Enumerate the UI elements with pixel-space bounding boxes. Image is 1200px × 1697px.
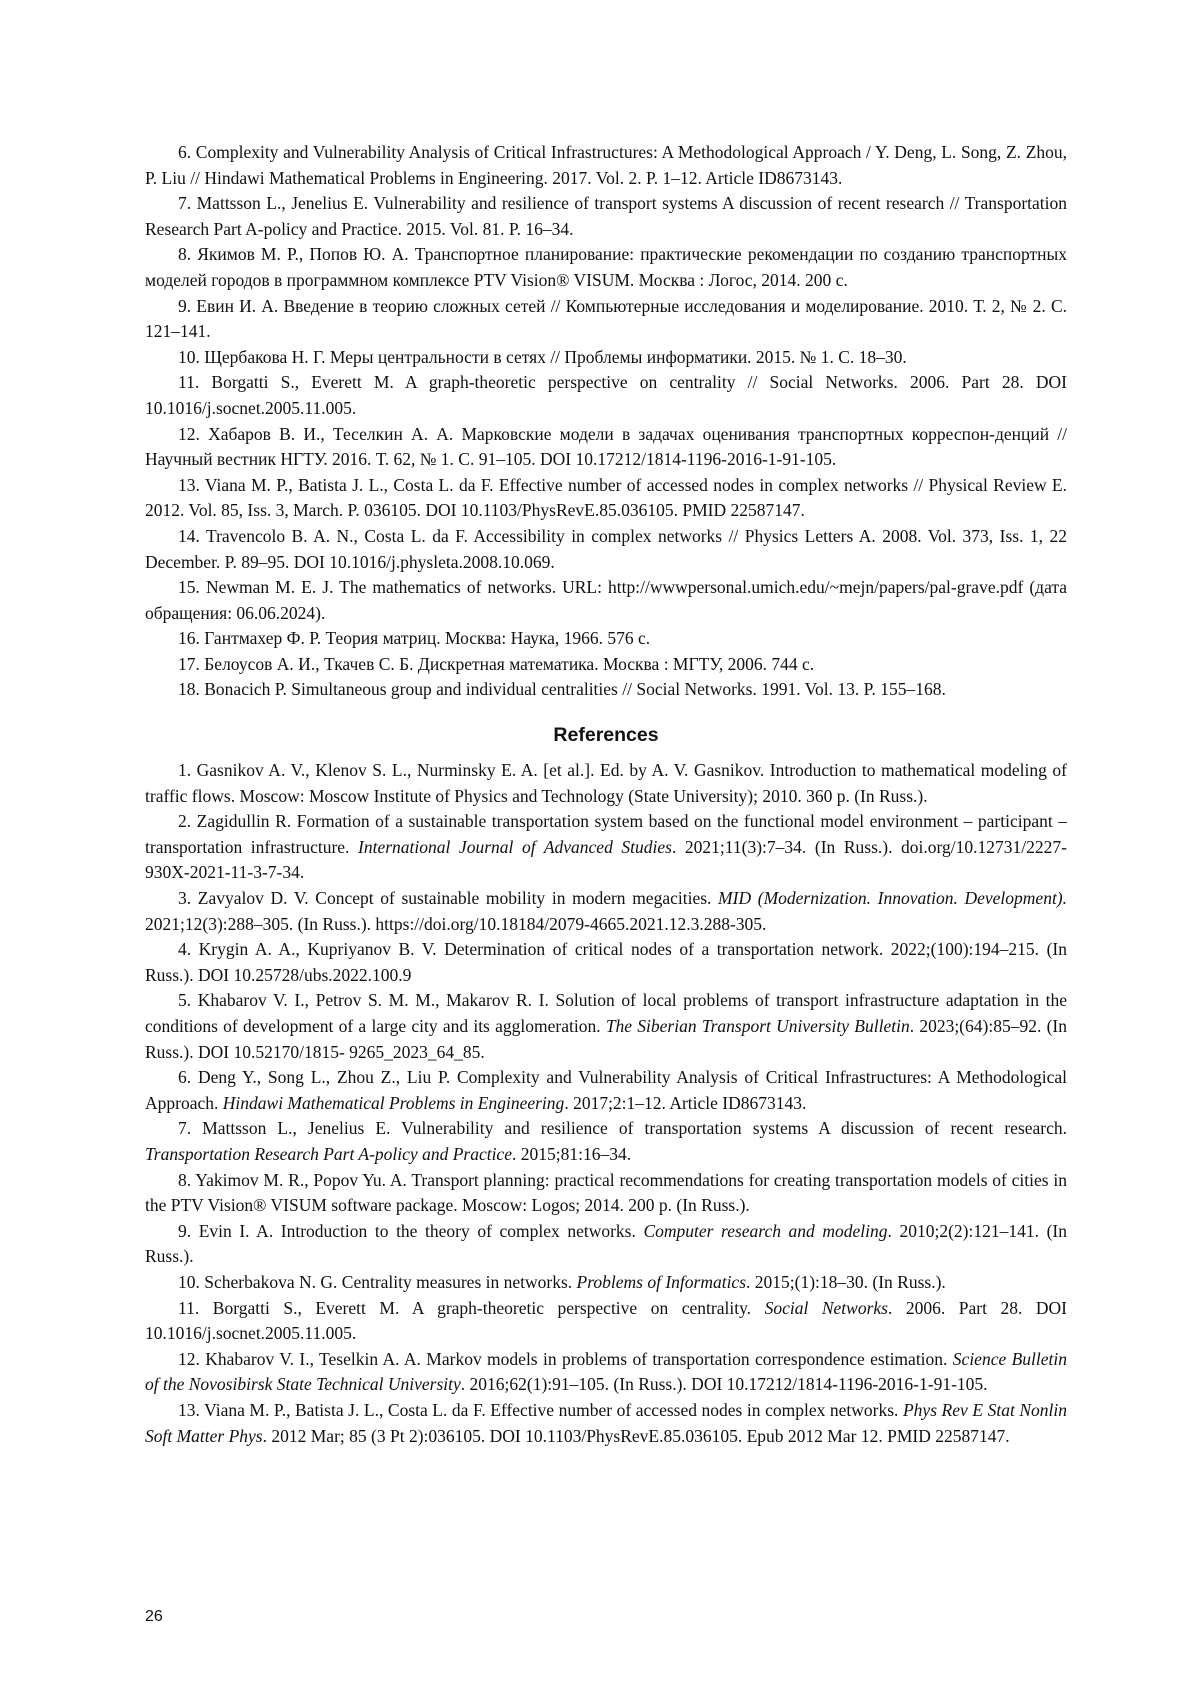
reference-item xyxy=(145,1168,1067,1219)
reference-text: Travencolo B. A. N., Costa L. da F. Accessibility in complex networks // Physics Letters A. 2008. Vol. 373, Iss. 1, 22 December. P. 89–95. DOI 10.1016/j.physleta.2008.10.069. xyxy=(145,525,1067,572)
reference-number: 9. xyxy=(178,1220,192,1241)
reference-number: 3. xyxy=(178,888,192,909)
reference-item xyxy=(145,937,1067,988)
reference-item xyxy=(145,1219,1067,1270)
reference-item xyxy=(145,242,1067,293)
reference-journal: Phys Rev E Stat Nonlin Soft Matter Phys xyxy=(145,1399,1068,1446)
reference-item xyxy=(145,1116,1067,1167)
reference-text: . 2015;81:16–34. xyxy=(511,1143,632,1164)
bibliography-list-ru xyxy=(145,140,1067,703)
reference-text: Bonacich P. Simultaneous group and individual centralities // Social Networks. 1991. Vol. 13. P. 155–168. xyxy=(204,679,946,700)
reference-number: 16. xyxy=(178,628,200,649)
reference-item xyxy=(145,345,1067,371)
reference-text: Viana M. P., Batista J. L., Costa L. da F. Effective number of accessed nodes in complex networks // Physical Review E. 2012. Vol. 85, Iss. 3, March. P. 036105. DOI 10.1103/PhysRevE.85.036105. PMID 22587147. xyxy=(145,474,1067,521)
reference-item xyxy=(145,140,1067,191)
reference-number: 17. xyxy=(178,653,200,674)
reference-item xyxy=(145,1347,1067,1398)
reference-text: Borgatti S., Everett M. A graph-theoretic perspective on centrality // Social Networks. 2006. Part 28. DOI 10.1016/j.socnet.2005.11.005. xyxy=(145,372,1067,418)
reference-item xyxy=(145,524,1067,575)
reference-number: 18. xyxy=(178,679,200,700)
reference-text: Borgatti S., Everett M. A graph-theoretic perspective on centrality. xyxy=(212,1297,765,1318)
reference-journal: The Siberian Transport University Bulletin xyxy=(605,1016,910,1036)
page-content xyxy=(145,140,1067,1449)
reference-text: . 2021;11(3):7–34. (In Russ.). doi.org/10.12731/2227-930X-2021-11-3-7-34. xyxy=(145,836,1067,883)
reference-journal: Hindawi Mathematical Problems in Engineering xyxy=(222,1092,565,1113)
reference-text: . 2012 Mar; 85 (3 Pt 2):036105. DOI 10.1103/PhysRevE.85.036105. Epub 2012 Mar 12. PMID 22587147. xyxy=(262,1425,1010,1446)
reference-text: Zagidullin R. Formation of a sustainable transportation system based on the functional model environment – participant – transportation infrastructure. xyxy=(145,811,1067,857)
reference-number: 13. xyxy=(178,474,200,495)
reference-number: 5. xyxy=(178,990,192,1011)
reference-text: Deng Y., Song L., Zhou Z., Liu P. Complexity and Vulnerability Analysis of Critical Infrastructures: A Methodological Approach. xyxy=(145,1067,1067,1113)
reference-text: Newman M. E. J. The mathematics of networks. URL: http://wwwpersonal.umich.edu/~mejn/papers/pal-grave.pdf (дата обращения: 06.06.2024). xyxy=(145,577,1068,623)
reference-text: Mattsson L., Jenelius E. Vulnerability and resilience of transport systems A discussion of recent research // Transportation Research Part A-policy and Practice. 2015. Vol. 81. P. 16–34. xyxy=(145,193,1068,239)
reference-item xyxy=(145,191,1067,242)
reference-number: 8. xyxy=(178,244,192,265)
reference-text: Евин И. А. Введение в теорию сложных сетей // Компьютерные исследования и моделирование. 2010. Т. 2, № 2. С. 121–141. xyxy=(145,295,1067,342)
reference-number: 2. xyxy=(178,811,192,832)
reference-item xyxy=(145,677,1067,703)
reference-number: 10. xyxy=(178,1271,200,1292)
reference-text: . 2023;(64):85–92. (In Russ.). DOI 10.52170/1815- 9265_2023_64_85. xyxy=(145,1016,1067,1062)
reference-number: 7. xyxy=(178,1118,192,1139)
reference-text: Yakimov M. R., Popov Yu. A. Transport planning: practical recommendations for creating transportation models of cities in the PTV Vision® VISUM software package. Moscow: Logos; 2014. 200 p. (In Russ.). xyxy=(145,1169,1067,1216)
references-list xyxy=(145,758,1067,1449)
reference-text: Gasnikov A. V., Klenov S. L., Nurminsky E. A. [et al.]. Ed. by A. V. Gasnikov. Introduction to mathematical modeling of traffic flows. Moscow: Moscow Institute of Physics and Technology (State University); 2010. 360 p. (In Russ.). xyxy=(145,760,1067,806)
reference-number: 15. xyxy=(178,577,200,598)
reference-text: Khabarov V. I., Petrov S. M. M., Makarov R. I. Solution of local problems of transport infrastructure adaptation in the conditions of development of a large city and its agglomeration. xyxy=(145,990,1067,1036)
reference-number: 8. xyxy=(178,1169,192,1190)
reference-text: Щербакова Н. Г. Меры центральности в сетях // Проблемы информатики. 2015. № 1. С. 18–30. xyxy=(204,346,907,367)
reference-journal: Transportation Research Part A-policy and Practice xyxy=(145,1143,512,1164)
reference-text: Zavyalov D. V. Concept of sustainable mobility in modern megacities. xyxy=(197,888,719,909)
reference-text: 2021;12(3):288–305. (In Russ.). https://doi.org/10.18184/2079-4665.2021.12.3.288-305. xyxy=(145,913,767,934)
reference-number: 6. xyxy=(178,142,192,162)
reference-item xyxy=(145,1065,1067,1116)
reference-item xyxy=(145,294,1067,345)
reference-text: Evin I. A. Introduction to the theory of complex networks. xyxy=(198,1220,644,1241)
reference-number: 14. xyxy=(178,525,200,546)
reference-text: Viana M. P., Batista J. L., Costa L. da F. Effective number of accessed nodes in complex networks. xyxy=(204,1399,903,1420)
reference-item xyxy=(145,1398,1067,1449)
references-heading: References xyxy=(553,724,659,747)
reference-item xyxy=(145,626,1067,652)
reference-text: Гантмахер Ф. Р. Теория матриц. Москва: Наука, 1966. 576 с. xyxy=(204,628,651,649)
reference-text: Krygin A. A., Kupriyanov B. V. Determination of critical nodes of a transportation network. 2022;(100):194–215. (In Russ.). DOI 10.25728/ubs.2022.100.9 xyxy=(145,939,1067,985)
reference-item xyxy=(145,1270,1067,1296)
reference-item xyxy=(145,1296,1067,1347)
reference-number: 11. xyxy=(178,372,200,393)
reference-journal: International Journal of Advanced Studies xyxy=(358,836,672,857)
reference-number: 9. xyxy=(178,295,192,316)
reference-number: 10. xyxy=(178,346,200,367)
reference-text: Khabarov V. I., Teselkin A. A. Markov models in problems of transportation correspondence estimation. xyxy=(205,1348,953,1369)
reference-number: 1. xyxy=(178,760,192,781)
reference-item xyxy=(145,988,1067,1065)
reference-item xyxy=(145,758,1067,809)
reference-text: . 2015;(1):18–30. (In Russ.). xyxy=(746,1271,946,1292)
reference-item xyxy=(145,422,1067,473)
reference-text: . 2016;62(1):91–105. (In Russ.). DOI 10.17212/1814-1196-2016-1-91-105. xyxy=(460,1374,988,1395)
reference-journal: Problems of Informatics xyxy=(576,1271,747,1292)
reference-text: Хабаров В. И., Теселкин А. А. Марковские модели в задачах оценивания транспортных корреспон-денций // Научный вестник НГТУ. 2016. Т. 62, № 1. С. 91–105. DOI 10.17212/1814-1196-2016-1-91-105. xyxy=(145,423,1067,470)
reference-number: 7. xyxy=(178,193,192,214)
reference-text: . 2017;2:1–12. Article ID8673143. xyxy=(564,1092,807,1113)
reference-text: Complexity and Vulnerability Analysis of Critical Infrastructures: A Methodological Approach / Y. Deng, L. Song, Z. Zhou, P. Liu // Hindawi Mathematical Problems in Engineering. 2017. Vol. 2. P. 1–12. Article ID8673143. xyxy=(145,142,1068,188)
reference-journal: Social Networks xyxy=(764,1297,888,1318)
reference-number: 4. xyxy=(178,939,192,960)
reference-item xyxy=(145,370,1067,421)
reference-number: 12. xyxy=(178,423,200,444)
reference-journal: Computer research and modeling xyxy=(643,1220,888,1241)
page-number: 26 xyxy=(145,1608,163,1625)
reference-number: 13. xyxy=(178,1399,200,1420)
reference-journal: Science Bulletin of the Novosibirsk State Technical University xyxy=(145,1348,1068,1395)
reference-number: 6. xyxy=(178,1067,192,1088)
reference-text: Mattsson L., Jenelius E. Vulnerability and resilience of transportation systems A discussion of recent research. xyxy=(202,1118,1068,1139)
reference-item xyxy=(145,575,1067,626)
reference-text: . 2010;2(2):121–141. (In Russ.). xyxy=(145,1220,1067,1267)
reference-text: Якимов М. Р., Попов Ю. А. Транспортное планирование: практические рекомендации по созданию транспортных моделей городов в программном комплексе PTV Vision® VISUM. Москва : Логос, 2014. 200 с. xyxy=(145,244,1067,290)
reference-number: 11. xyxy=(178,1297,200,1318)
reference-item xyxy=(145,809,1067,886)
reference-number: 12. xyxy=(178,1348,200,1369)
reference-item xyxy=(145,886,1067,937)
reference-item xyxy=(145,473,1067,524)
reference-text: Scherbakova N. G. Centrality measures in networks. xyxy=(204,1271,577,1292)
reference-item xyxy=(145,652,1067,678)
reference-text: Белоусов А. И., Ткачев С. Б. Дискретная математика. Москва : МГТУ, 2006. 744 с. xyxy=(204,653,815,674)
reference-text: . 2006. Part 28. DOI 10.1016/j.socnet.2005.11.005. xyxy=(145,1297,1068,1344)
reference-journal: MID (Modernization. Innovation. Development). xyxy=(718,888,1068,909)
